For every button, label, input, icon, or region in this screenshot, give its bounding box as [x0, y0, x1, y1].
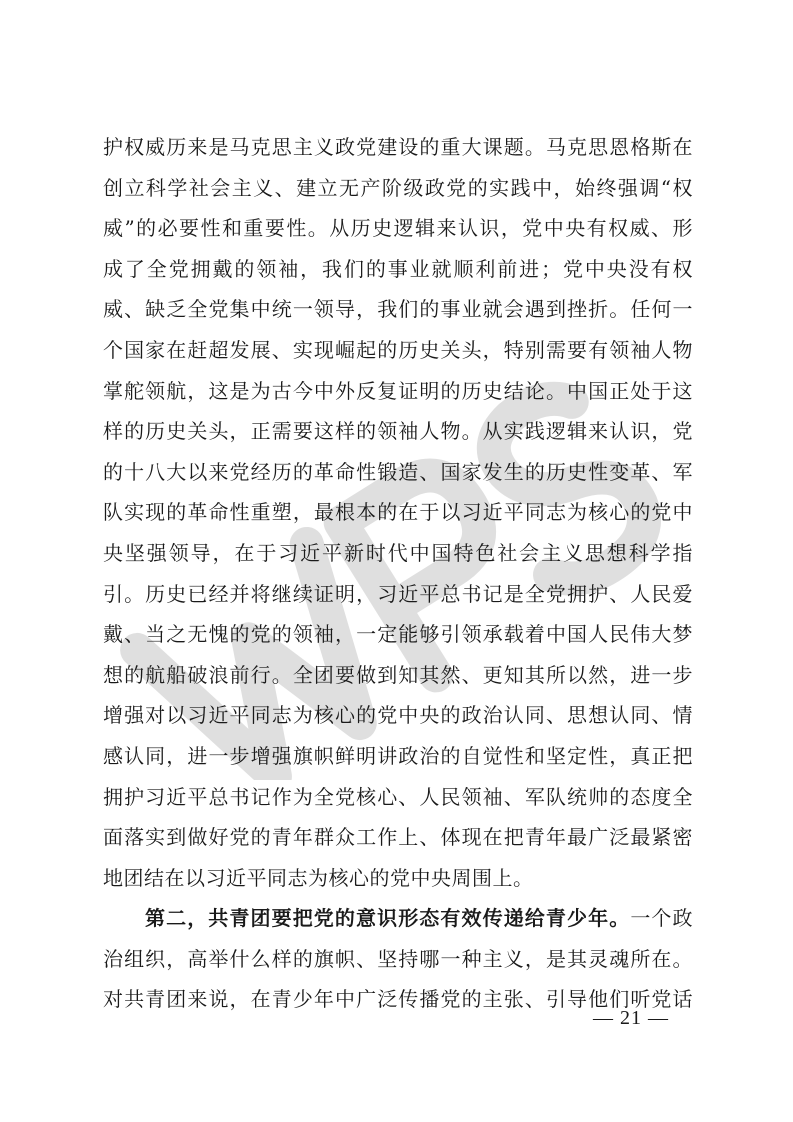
page-number: — 21 — — [593, 1007, 669, 1029]
paragraph2-first-line — [103, 898, 693, 939]
text-span: 一个政 — [630, 906, 694, 931]
text-line: 成了全党拥戴的领袖，我们的事业就顺利前进；党中央没有权 — [103, 256, 693, 281]
text-line: 样的历史关头，正需要这样的领袖人物。从实践逻辑来认识，党 — [103, 419, 693, 444]
text-line: 想的航船破浪前行。全团要做到知其然、更知其所以然，进一步 — [103, 662, 693, 687]
text-line: 威”的必要性和重要性。从历史逻辑来认识，党中央有权威、形 — [103, 216, 693, 241]
text-line: 对共青团来说，在青少年中广泛传播党的主张、引导他们听党话 — [103, 987, 693, 1012]
text-line: 增强对以习近平同志为核心的党中央的政治认同、思想认同、情 — [103, 703, 693, 728]
text-line: 队实现的革命性重塑，最根本的在于以习近平同志为核心的党中 — [103, 500, 693, 525]
text-line: 戴、当之无愧的党的领袖，一定能够引领承载着中国人民伟大梦 — [103, 622, 693, 647]
text-line: 创立科学社会主义、建立无产阶级政党的实践中，始终强调“权 — [103, 175, 693, 200]
text-line: 的十八大以来党经历的革命性锻造、国家发生的历史性变革、军 — [103, 459, 693, 484]
text-line: 拥护习近平总书记作为全党核心、人民领袖、军队统帅的态度全 — [103, 784, 693, 809]
text-line: 个国家在赶超发展、实现崛起的历史关头，特别需要有领袖人物 — [103, 337, 693, 362]
body-text — [103, 127, 693, 1020]
text-line: 掌舵领航，这是为古今中外反复证明的历史结论。中国正处于这 — [103, 378, 693, 403]
text-line: 地团结在以习近平同志为核心的党中央周围上。 — [103, 865, 534, 890]
text-line: 引。历史已经并将继续证明，习近平总书记是全党拥护、人民爱 — [103, 581, 693, 606]
text-line: 面落实到做好党的青年群众工作上、体现在把青年最广泛最紧密 — [103, 825, 693, 850]
text-line: 央坚强领导，在于习近平新时代中国特色社会主义思想科学指 — [103, 540, 693, 565]
text-line: 威、缺乏全党集中统一领导，我们的事业就会遇到挫折。任何一 — [103, 297, 693, 322]
text-line: 护权威历来是马克思主义政党建设的重大课题。马克思恩格斯在 — [103, 135, 693, 159]
section-heading: 第二，共青团要把党的意识形态有效传递给青少年。 — [145, 906, 631, 931]
text-line: 感认同，进一步增强旗帜鲜明讲政治的自觉性和坚定性，真正把 — [103, 743, 693, 768]
text-line: 治组织，高举什么样的旗帜、坚持哪一种主义，是其灵魂所在。 — [103, 946, 693, 971]
